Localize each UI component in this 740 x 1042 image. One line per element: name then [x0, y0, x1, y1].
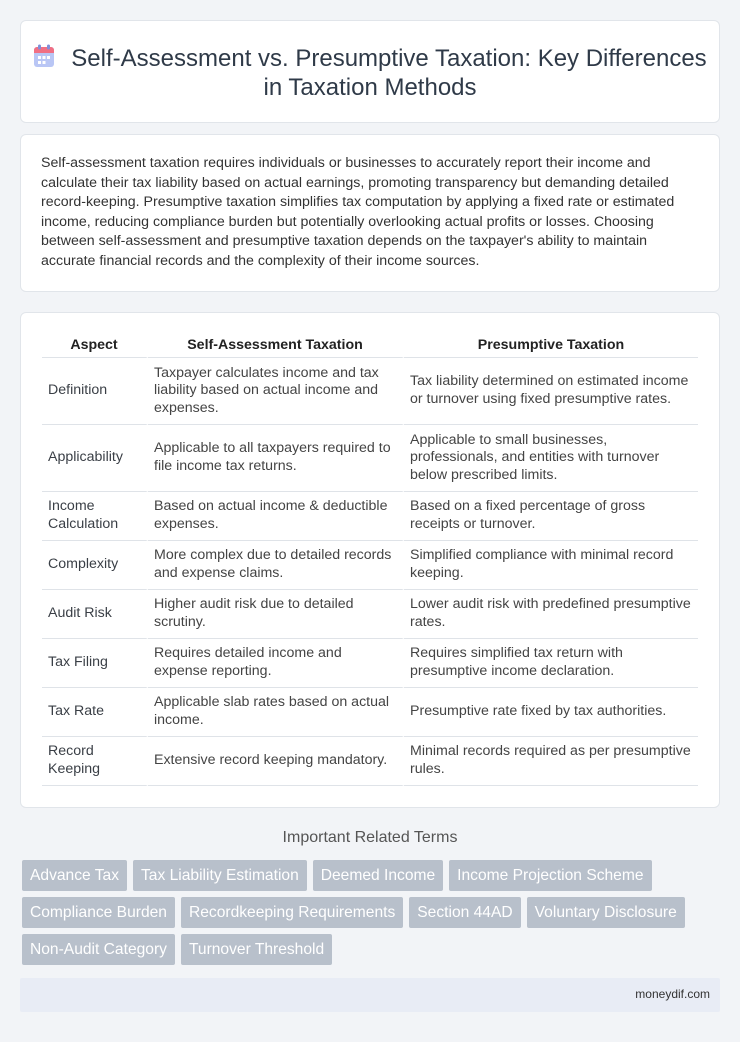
page-title: Self-Assessment vs. Presumptive Taxation: Key Differences in Taxation Methods	[71, 45, 707, 101]
row-presumptive: Applicable to small businesses, professionals, and entities with turnover below prescribed limits.	[404, 425, 698, 492]
row-self-assessment: Based on actual income & deductible expenses.	[148, 492, 404, 541]
comparison-table	[42, 336, 698, 786]
row-self-assessment: Taxpayer calculates income and tax liability based on actual income and expenses.	[148, 358, 404, 425]
tag-row	[22, 934, 722, 965]
row-self-assessment: Requires detailed income and expense reporting.	[148, 639, 404, 688]
tag-income-projection-scheme[interactable]: Income Projection Scheme	[449, 860, 651, 891]
row-self-assessment: Extensive record keeping mandatory.	[148, 737, 404, 786]
table-row	[42, 639, 698, 688]
table-row	[42, 358, 698, 425]
table-header-row	[42, 336, 698, 358]
table-row	[42, 688, 698, 737]
comparison-card	[20, 312, 720, 808]
row-presumptive: Lower audit risk with predefined presumptive rates.	[404, 590, 698, 639]
tag-compliance-burden[interactable]: Compliance Burden	[22, 897, 175, 928]
row-aspect: Complexity	[42, 541, 148, 590]
intro-card	[20, 134, 720, 292]
table-row	[42, 737, 698, 786]
row-aspect: Tax Rate	[42, 688, 148, 737]
row-presumptive: Simplified compliance with minimal record keeping.	[404, 541, 698, 590]
row-aspect: Record Keeping	[42, 737, 148, 786]
footer-site[interactable]: moneydif.com	[635, 987, 710, 1001]
tag-tax-liability-estimation[interactable]: Tax Liability Estimation	[133, 860, 307, 891]
row-aspect: Income Calculation	[42, 492, 148, 541]
intro-paragraph: Self-assessment taxation requires individuals or businesses to accurately report their income and calculate their tax liability based on actual earnings, promoting transparency but demanding detailed record-keeping. Presumptive taxation simplifies tax computation by applying a fixed rate or estimated income, reducing compliance burden but potentially overlooking actual profits or losses. Choosing between self-assessment and presumptive taxation depends on the taxpayer's ability to maintain accurate financial records and the complexity of their income sources.	[41, 155, 675, 269]
table-row	[42, 541, 698, 590]
row-aspect: Tax Filing	[42, 639, 148, 688]
tag-non-audit-category[interactable]: Non-Audit Category	[22, 934, 175, 965]
header-self-assessment: Self-Assessment Taxation	[148, 336, 404, 358]
row-presumptive: Requires simplified tax return with presumptive income declaration.	[404, 639, 698, 688]
table-row	[42, 492, 698, 541]
tag-recordkeeping-requirements[interactable]: Recordkeeping Requirements	[181, 897, 403, 928]
row-presumptive: Minimal records required as per presumptive rules.	[404, 737, 698, 786]
row-self-assessment: Applicable to all taxpayers required to file income tax returns.	[148, 425, 404, 492]
tag-voluntary-disclosure[interactable]: Voluntary Disclosure	[527, 897, 685, 928]
footer	[20, 978, 720, 1012]
row-self-assessment: Higher audit risk due to detailed scrutiny.	[148, 590, 404, 639]
row-self-assessment: More complex due to detailed records and expense claims.	[148, 541, 404, 590]
tag-turnover-threshold[interactable]: Turnover Threshold	[181, 934, 332, 965]
tag-deemed-income[interactable]: Deemed Income	[313, 860, 443, 891]
row-self-assessment: Applicable slab rates based on actual income.	[148, 688, 404, 737]
row-presumptive: Based on a fixed percentage of gross receipts or turnover.	[404, 492, 698, 541]
tag-advance-tax[interactable]: Advance Tax	[22, 860, 127, 891]
row-aspect: Applicability	[42, 425, 148, 492]
title-card	[20, 20, 720, 123]
related-terms	[22, 860, 722, 971]
header-aspect: Aspect	[42, 336, 148, 358]
page-title-block	[21, 44, 719, 102]
header-presumptive: Presumptive Taxation	[404, 336, 698, 358]
calendar-icon	[33, 44, 55, 68]
related-terms-title: Important Related Terms	[282, 829, 458, 846]
tag-row	[22, 860, 722, 891]
row-aspect: Definition	[42, 358, 148, 425]
row-aspect: Audit Risk	[42, 590, 148, 639]
tag-section-44ad[interactable]: Section 44AD	[409, 897, 520, 928]
row-presumptive: Presumptive rate fixed by tax authorities.	[404, 688, 698, 737]
table-row	[42, 590, 698, 639]
tag-row	[22, 897, 722, 928]
table-row	[42, 425, 698, 492]
row-presumptive: Tax liability determined on estimated income or turnover using fixed presumptive rates.	[404, 358, 698, 425]
